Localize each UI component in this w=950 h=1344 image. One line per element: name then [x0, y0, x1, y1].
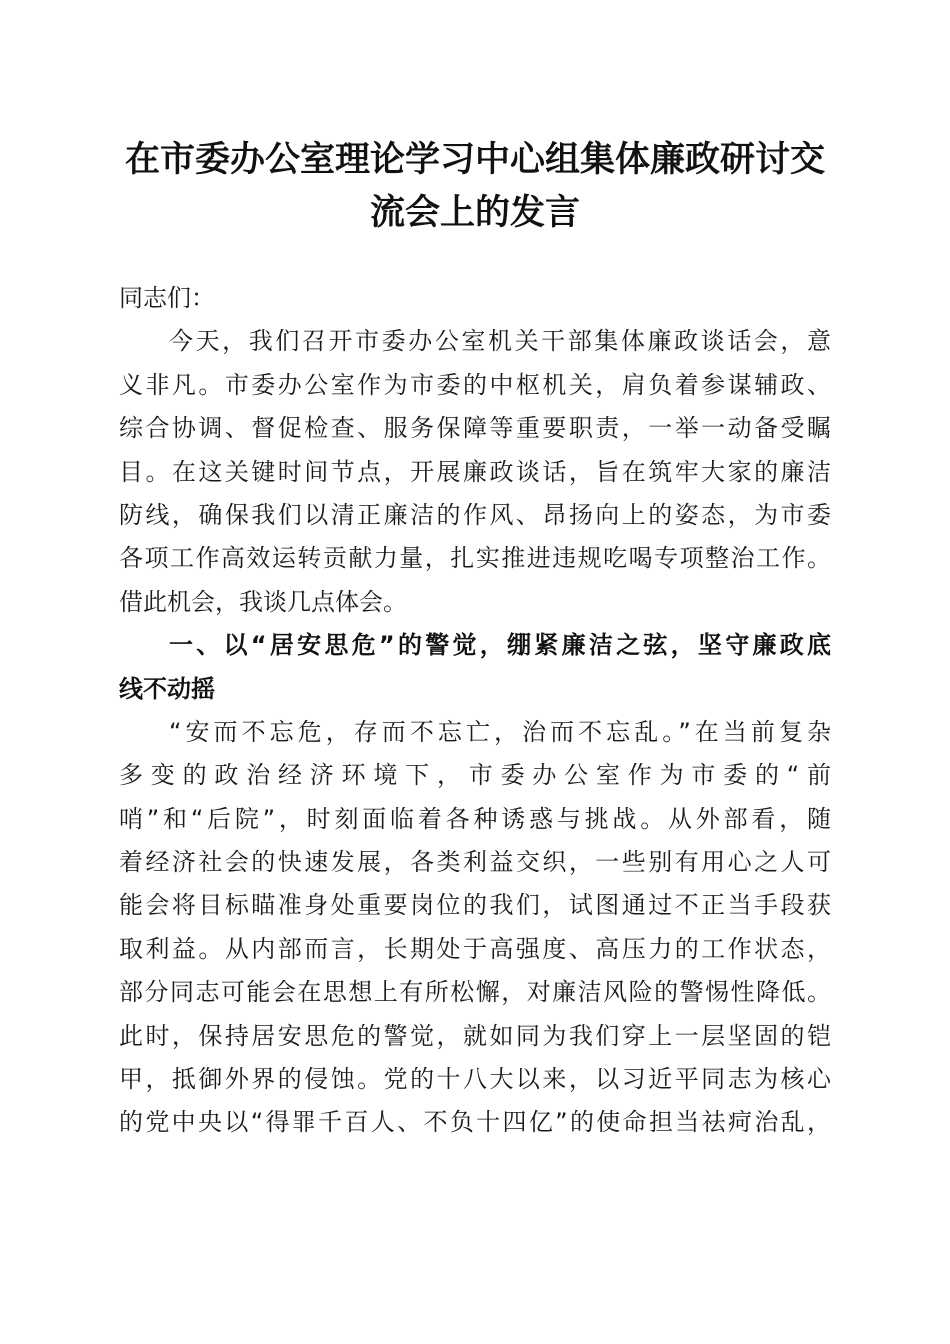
paragraph-1-line: 义非凡。市委办公室作为市委的中枢机关，肩负着参谋辅政、: [119, 370, 831, 399]
paragraph-1-line: 借此机会，我谈几点体会。: [119, 587, 407, 616]
section-heading-1-cont: 线不动摇: [119, 674, 215, 703]
paragraph-2-line: 多变的政治经济环境下，市委办公室作为市委的“前: [119, 761, 831, 790]
paragraph-1-line: 今天，我们召开市委办公室机关干部集体廉政谈话会，意: [169, 327, 831, 356]
title-line-2: 流会上的发言: [369, 192, 580, 233]
paragraph-1-line: 防线，确保我们以清正廉洁的作风、昂扬向上的姿态，为市委: [119, 500, 831, 529]
paragraph-2-line: “安而不忘危，存而不忘亡，治而不忘乱。”在当前复杂: [169, 717, 831, 746]
title-line-1: 在市委办公室理论学习中心组集体廉政研讨交: [124, 139, 825, 180]
paragraph-2-line: 取利益。从内部而言，长期处于高强度、高压力的工作状态，: [119, 934, 831, 963]
paragraph-2-line: 能会将目标瞄准身处重要岗位的我们，试图通过不正当手段获: [119, 891, 831, 920]
paragraph-2-line: 甲，抵御外界的侵蚀。党的十八大以来，以习近平同志为核心: [119, 1065, 831, 1094]
paragraph-2-line: 此时，保持居安思危的警觉，就如同为我们穿上一层坚固的铠: [119, 1021, 831, 1050]
paragraph-1-line: 目。在这关键时间节点，开展廉政谈话，旨在筑牢大家的廉洁: [119, 457, 831, 486]
document-title: [100, 133, 850, 239]
document-body: [119, 277, 831, 1145]
salutation: 同志们：: [119, 284, 215, 312]
paragraph-1-line: 综合协调、督促检查、服务保障等重要职责，一举一动备受瞩: [119, 414, 831, 443]
paragraph-2-line: 部分同志可能会在思想上有所松懈，对廉洁风险的警惕性降低。: [119, 978, 831, 1007]
paragraph-2-line: 着经济社会的快速发展，各类利益交织，一些别有用心之人可: [119, 848, 831, 877]
paragraph-2-line: 哨”和“后院”，时刻面临着各种诱惑与挑战。从外部看，随: [119, 804, 831, 833]
paragraph-1-line: 各项工作高效运转贡献力量，扎实推进违规吃喝专项整治工作。: [119, 544, 831, 573]
section-heading-1: 一、以“居安思危”的警觉，绷紧廉洁之弦，坚守廉政底: [169, 631, 831, 660]
paragraph-2-line: 的党中央以“得罪千百人、不负十四亿”的使命担当祛疴治乱，: [119, 1108, 831, 1137]
